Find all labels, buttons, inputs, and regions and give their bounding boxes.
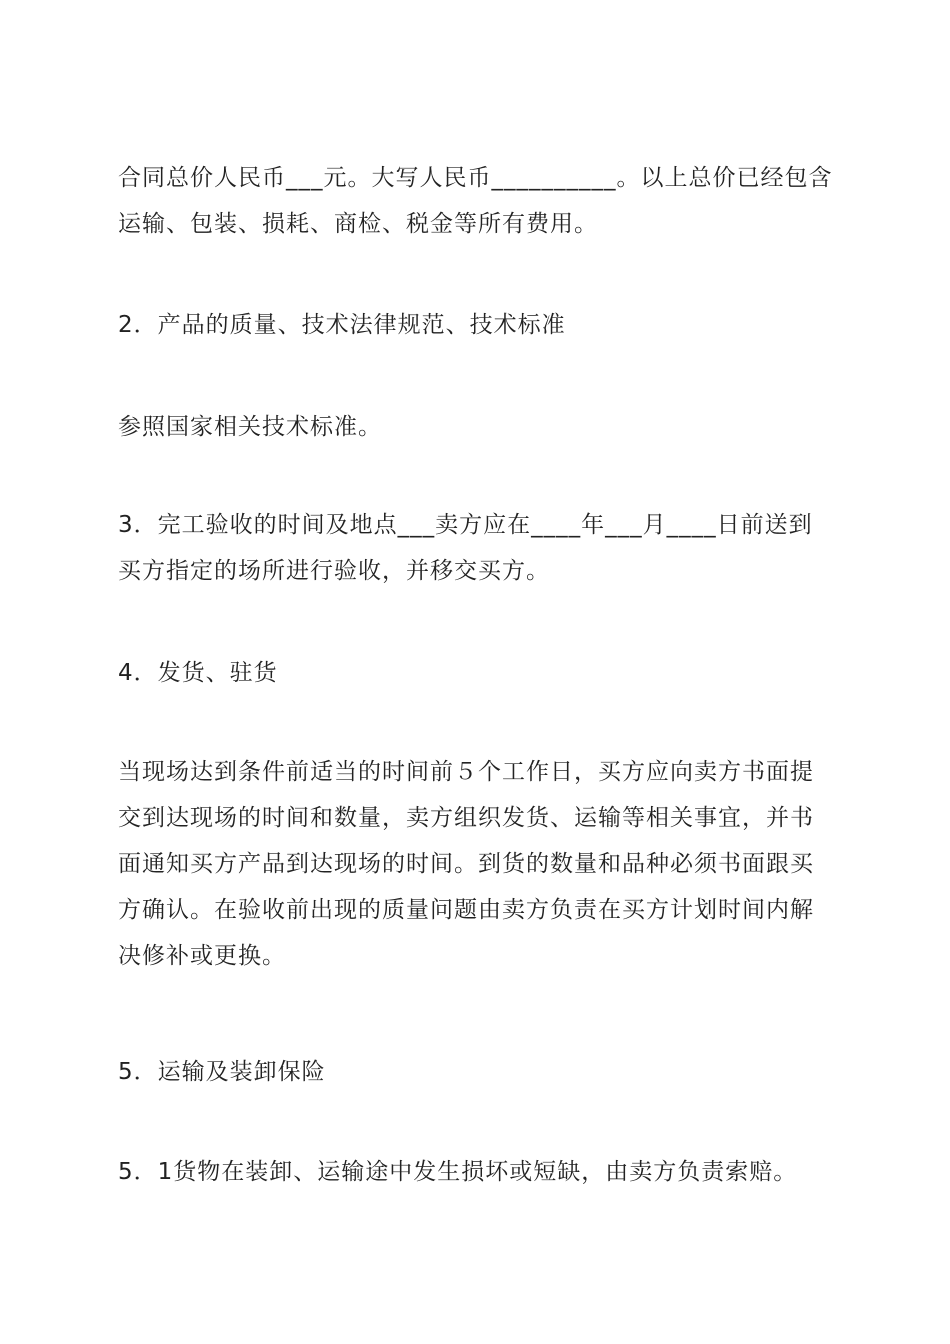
heading-transport-insurance: 5．运输及装卸保险 [118,1059,326,1085]
paragraph-reference-standards: 参照国家相关技术标准。 [118,414,382,440]
paragraph-transport-damage: 5．1货物在装卸、运输途中发生损坏或短缺，由卖方负责索赔。 [118,1159,798,1185]
paragraph-delivery-terms: 当现场达到条件前适当的时间前５个工作日，买方应向卖方书面提交到达现场的时间和数量，卖方组织发货、运输等相关事宜，并书面通知买方产品到达现场的时间。到货的数量和品种必须书面跟买方确认。在验收前出现的质量问题由卖方负责在买方计划时间内解决修补或更换。 [118,759,814,969]
paragraph-acceptance-time-place: 3．完工验收的时间及地点___卖方应在____年___月____日前送到买方指定的场所进行验收，并移交买方。 [118,512,813,584]
heading-delivery: 4．发货、驻货 [118,660,278,686]
heading-quality-standards: 2．产品的质量、技术法律规范、技术标准 [118,312,566,338]
paragraph-contract-price: 合同总价人民币___元。大写人民币__________。以上总价已经包含运输、包装、损耗、商检、税金等所有费用。 [118,165,833,237]
